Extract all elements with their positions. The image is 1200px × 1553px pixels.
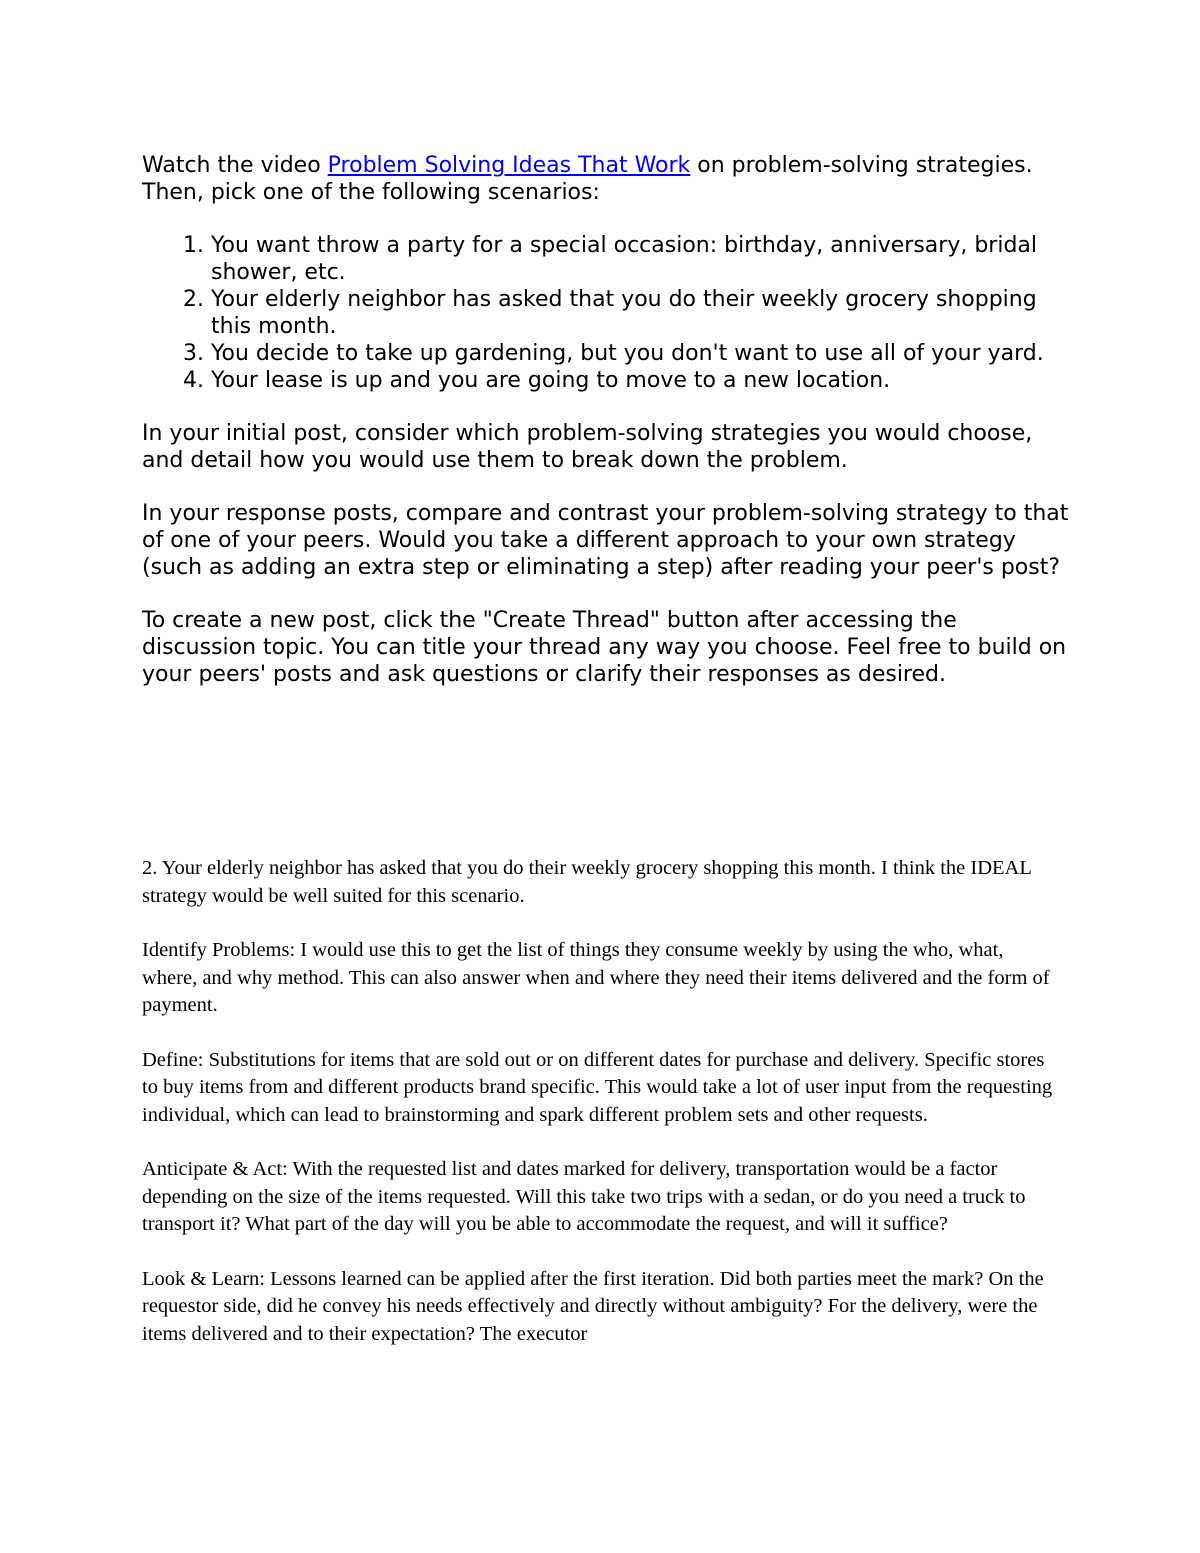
look-learn-paragraph: Look & Learn: Lessons learned can be applied after the first iteration. Did both parties meet the mark? On the requestor side, did he convey his needs effectively and directly without ambiguity? For the delivery, were the items delivered and to their expectation? The executor [142, 1267, 1044, 1345]
identify-paragraph: Identify Problems: I would use this to get the list of things they consume weekly by using the who, what, where, and why method. This can also answer when and where they need their items delivered and the form of payment. [142, 939, 1050, 1016]
intro-paragraph [142, 152, 1072, 206]
intro-text-after: on problem-solving strategies. Then, pick one of the following scenarios: [142, 153, 1033, 205]
assignment-instructions [142, 152, 1072, 714]
intro-text-before: Watch the video [142, 153, 328, 178]
scenario-item: 2. Your elderly neighbor has asked that you do their weekly grocery shopping this month. [211, 286, 1072, 340]
student-answer [142, 855, 1062, 1375]
create-post-paragraph: To create a new post, click the "Create Thread" button after accessing the discussion topic. You can title your thread any way you choose. Feel free to build on your peers' posts and ask questions or clarify their responses as desired. [142, 608, 1067, 687]
define-paragraph: Define: Substitutions for items that are sold out or on different dates for purchase and delivery. Specific stores to buy items from and different products brand specific. This would take a lot of user input from the requesting individual, which can lead to brainstorming and spark different problem sets and other requests. [142, 1048, 1053, 1126]
answer-intro-paragraph: 2. Your elderly neighbor has asked that you do their weekly grocery shopping this month. I think the IDEAL strategy would be well suited for this scenario. [142, 857, 1032, 907]
scenario-item: 4. Your lease is up and you are going to move to a new location. [211, 367, 1072, 394]
scenario-list [142, 232, 1072, 394]
anticipate-act-paragraph: Anticipate & Act: With the requested list and dates marked for delivery, transportation would be a factor depending on the size of the items requested. Will this take two trips with a sedan, or do you need a truck to transport it? What part of the day will you be able to accommodate the request, and will it suffice? [142, 1158, 1026, 1235]
initial-post-paragraph: In your initial post, consider which problem-solving strategies you would choose, and detail how you would use them to break down the problem. [142, 421, 1033, 473]
scenario-item: 1. You want throw a party for a special occasion: birthday, anniversary, bridal shower, etc. [211, 232, 1072, 286]
video-link[interactable]: Problem Solving Ideas That Work [327, 153, 691, 178]
scenario-item: 3. You decide to take up gardening, but you don't want to use all of your yard. [211, 340, 1072, 367]
response-posts-paragraph: In your response posts, compare and contrast your problem-solving strategy to that of one of your peers. Would you take a different approach to your own strategy (such as adding an extra step or eliminating a step) after reading your peer's post? [142, 501, 1069, 580]
